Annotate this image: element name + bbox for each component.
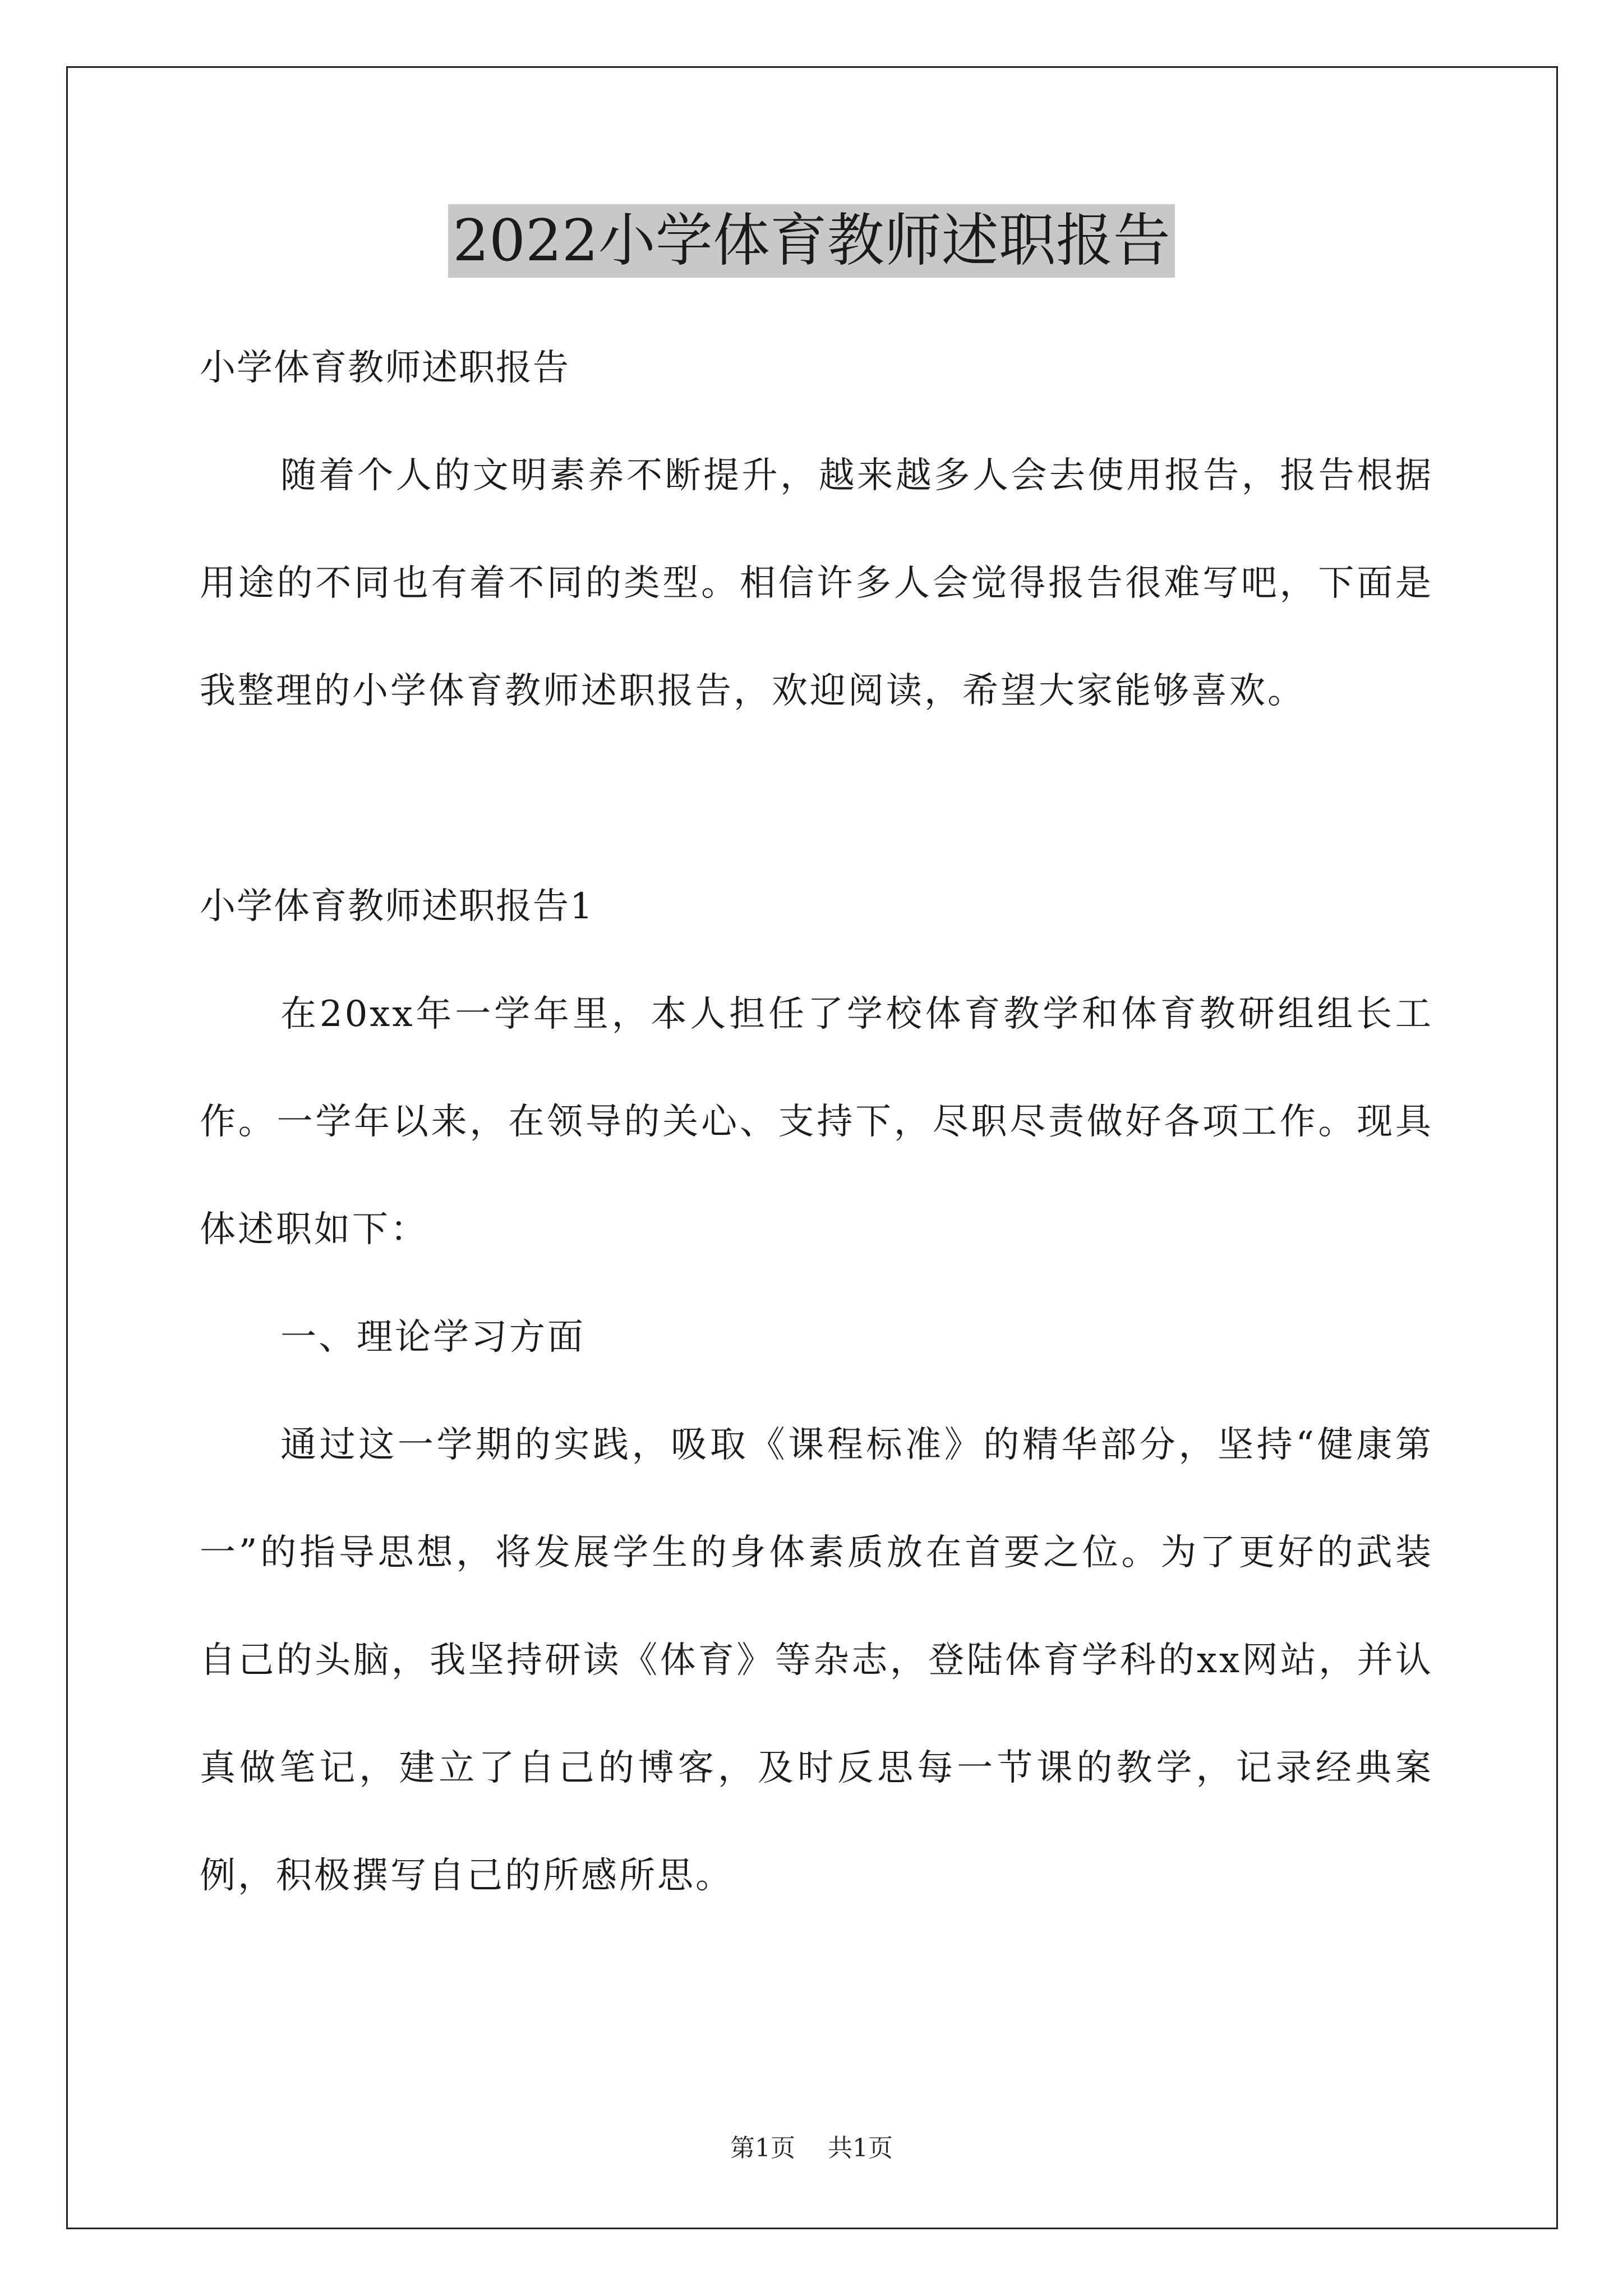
document-title [0,202,1623,280]
body-paragraph: 在20xx年一学年里，本人担任了学校体育教学和体育教研组组长工作。一学年以来，在领导的关心、支持下，尽职尽责做好各项工作。现具体述职如下： [200,993,1433,1250]
document-title-text: 2022小学体育教师述职报告 [448,204,1175,278]
section-spacer [200,745,1433,853]
page-total: 共1页 [828,2134,893,2162]
page-footer [0,2132,1623,2165]
section-heading-1: 小学体育教师述职报告1 [200,886,594,927]
body-paragraph: 通过这一学期的实践，吸取《课程标准》的精华部分，坚持“健康第一”的指导思想，将发展学生的身体素质放在首要之位。为了更好的武装自己的头脑，我坚持研读《体育》等杂志，登陆体育学科的xx网站，并认真做笔记，建立了自己的博客，及时反思每一节课的教学，记录经典案例，积极撰写自己的所感所思。 [200,1424,1433,1897]
document-body [200,314,1433,1930]
subsection-heading: 一、理论学习方面 [280,1317,585,1358]
section-heading: 小学体育教师述职报告 [200,347,570,389]
intro-paragraph: 随着个人的文明素养不断提升，越来越多人会去使用报告，报告根据用途的不同也有着不同的类型。相信许多人会觉得报告很难写吧，下面是我整理的小学体育教师述职报告，欢迎阅读，希望大家能够喜欢。 [200,455,1433,712]
page-number: 第1页 [730,2134,795,2162]
